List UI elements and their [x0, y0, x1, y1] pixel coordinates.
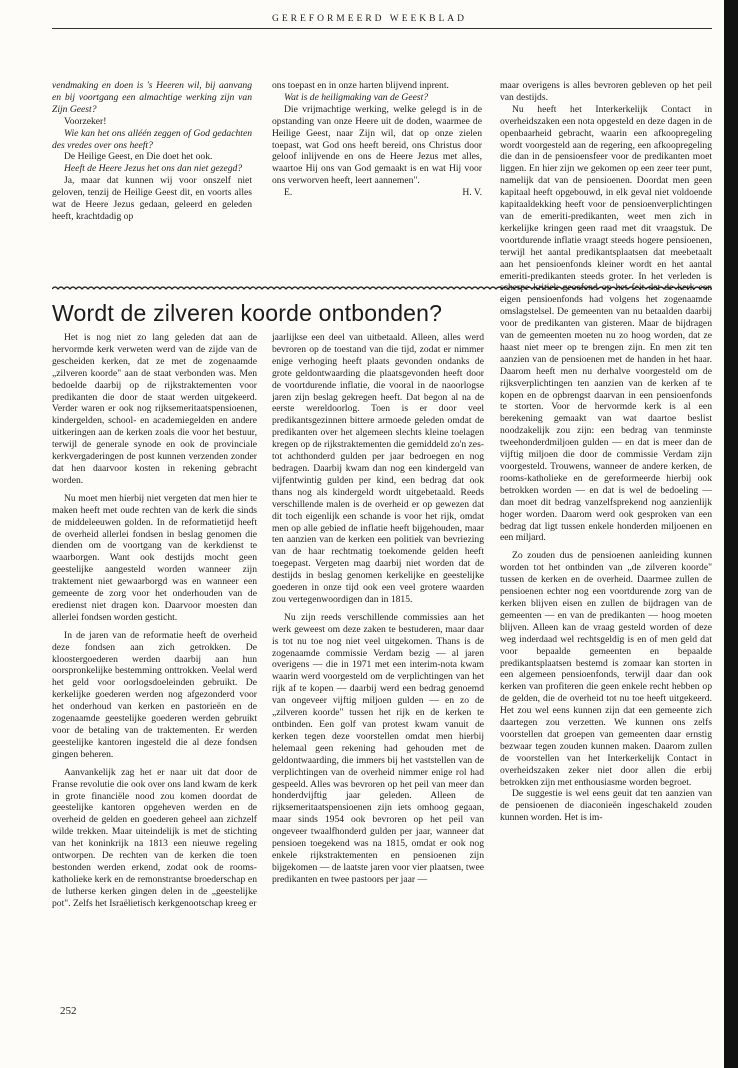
paragraph: vendmaking en doen is 's Heeren wil, bij aanvang en bij voortgang een almachtige werking zijn van Zijn Geest? [52, 80, 252, 115]
paragraph: Nu moet men hierbij niet vergeten dat men hier te maken heeft met oude rechten van de kerk die sinds de middeleeuwen golden. In de reformatietijd heeft de overheid allerlei fondsen in beslag genomen die dienden om de voortgang van de kerkdienst te waarborgen. Want ook destijds mocht geen geestelijke aangesteld worden wanneer zijn traktement niet gewaarborgd was en wanneer een gemeente de zorg voor het onderhouden van de eredienst niet dragen kon. Daarvoor moesten dan allerlei fondsen worden gesticht. [52, 492, 257, 623]
paragraph: De suggestie is wel eens geuit dat ten aanzien van de pensioenen de diaconieën ingeschakeld zouden kunnen worden. Het is im- [500, 788, 712, 824]
paragraph: Nu zijn reeds verschillende commissies aan het werk geweest om deze zaken te bestuderen, maar daar is tot nu toe nog niet veel uitgekomen. Thans is de zogenaamde commissie Verdam bezig — al jaren overigens — die in 1971 met een interim-nota kwam waarin werd voorgesteld om de verplichtingen van het rijk af te kopen — daarbij werd een bedrag genoemd van ongeveer vijftig miljoen gulden — en zo de „zilveren koorde" tussen het rijk en de kerken te ontbinden. Een golf van protest kwam vanuit de kerken tegen deze voorstellen omdat men hierbij helemaal geen rekening had gehouden met de geldontwaarding, die immers bij het vaststellen van de verplichtingen van de overheid nimmer enige rol had gespeeld. Alles was bevroren op het peil van meer dan honderdvijftig jaar geleden. Alleen de rijksemeritaatspensioenen zijn iets omhoog gegaan, maar sinds 1954 ook bevroren op het peil van ongeveer twaalfhonderd gulden per jaar, wanneer dat pensioen toegekend was na 1815, omdat er ook nog enkele rijkstraktementen en pensioenen zijn bijgekomen — de laatste jaren voor vier plaatsen, twee predikanten en twee pastoors per jaar — [272, 611, 484, 885]
article-column-2 [272, 332, 484, 886]
paragraph: jaarlijkse een deel van uitbetaald. Alleen, alles werd bevroren op de toestand van die tijd, zodat er nimmer enige verhoging heeft plaats gevonden ondanks de grote geldontwaarding die plaatsgevonden heeft door de voortdurende inflatie, die vooral in de naoorlogse jaren zijn beslag gekregen heeft. Dat begon al na de eerste wereldoorlog. Toen is er door veel predikantsgezinnen bittere armoede geleden omdat de predikanten over het algemeen slechts kleine toelagen kregen op de rijkstraktementen die gemiddeld zo'n zes- tot achthonderd gulden per jaar bedroegen en nog bedragen. Daarbij kwam dan nog een kindergeld van vijfentwintig gulden per kind, een bedrag dat ook thans nog als kindergeld wordt uitgebetaald. Reeds verschillende malen is de overheid er op gewezen dat dit toch eigenlijk een schande is voor het rijk, omdat men op alle gebied de inflatie heeft bijgehouden, maar ten aanzien van de kerken een politiek van bevriezing van de haar rechtmatig toekomende gelden heeft toegepast. Vergeten mag daarbij niet worden dat de destijds in beslag genomen kerkelijke en geestelijke goederen in onze tijd ook een veel grotere waarden zou vertegenwoordigen dan in 1815. [272, 332, 484, 605]
paragraph: Voorzeker! [64, 115, 107, 127]
article-column-1 [52, 332, 257, 910]
header-rule [52, 28, 712, 29]
paragraph: In de jaren van de reformatie heeft de overheid deze fondsen aan zich getrokken. De kloostergoederen werden daarbij aan hun oorspronkelijke bestemming onttrokken. Veelal werd het geld voor oorlogsdoeleinden gebruikt. De kerkelijke goederen werden nog afgezonderd voor het onderhoud van kerken en pastorieën en de zogenaamde geestelijke goederen werden gebruikt voor de betaling van de traktementen. Er werden geestelijke kantoren ingesteld die al deze fondsen gingen beheren. [52, 629, 257, 760]
paragraph: Aanvankelijk zag het er naar uit dat door de Franse revolutie die ook over ons land kwam de kerk in grote financiële nood zou komen doordat de geestelijke kantoren opgeheven werden en de overheid de gelden en goederen geheel aan zichzelf wilde trekken. Maar uiteindelijk is met de stichting van het koninkrijk na 1813 een nieuwe regeling ontworpen. De rechten van de kerken die toen bestonden werden erkend, zodat ook de rooms-katholieke kerk en de remonstrantse broederschap en de lutherse kerken gingen delen in de „geestelijke pot". Zelfs het Israëlietisch kerkgenootschap kreeg er [52, 766, 257, 909]
page-number: 252 [60, 1005, 77, 1017]
scan-edge-shadow [724, 0, 738, 1068]
top-column-1 [52, 80, 252, 223]
paragraph: Het is nog niet zo lang geleden dat aan de hervormde kerk verweten werd van de zijde van de gescheiden kerken, dat ze met de zogenaamde „zilveren koorde" aan de staat verbonden was. Men bedoelde daarbij op de rijkstraktementen voor predikanten die door de staat werden uitgekeerd. Verder waren er ook nog rijksemeritaatspensioenen, kindergelden, school- en academiegelden en andere uitkeringen aan de kerken zoals die voor het bestuur, terwijl de generale synode en ook de provinciale kerkvergaderingen de post kunnen verzenden zonder dat hen daarvoor kosten in rekening gebracht worden. [52, 332, 257, 486]
running-header: GEREFORMEERD WEEKBLAD [272, 14, 468, 24]
signature-right: H. V. [462, 187, 482, 199]
article-column-3 [500, 80, 712, 824]
paragraph: Nu heeft het Interkerkelijk Contact in overheidszaken een nota opgesteld en deze dagen in de openbaarheid gebracht, waarin een afkoopregeling wordt voorgesteld aan de regering, een afkoopregeling die dan in de pensioensfeer voor de predikanten moet liggen. En hier zijn we gekomen op een zeer teer punt, namelijk dat van de pensioenen. Doordat men geen kapitaal heeft opgebouwd, in elk geval niet voldoende kapitaaldekking heeft voor de pensioenverplichtingen van de emeriti-predikanten, weet men zich in kerkelijke kringen geen raad met dit vraagstuk. De voortdurende inflatie vraagt steeds hogere pensioenen, terwijl het aantal predikantsplaatsen dat meebetaalt aan het pensioenfonds kleiner wordt en het aantal emeriti-predikanten steeds groter. In het verleden is scherpe kritiek geoefend op het feit dat de kerk een eigen pensioenfonds had volgens het zogenaamde omslagstelsel. De gemeenten van nu betaalden daarbij voor de predikanten van gisteren. Maar de bijdragen van de gemeenten moeten nu zo hoog worden, dat ze haast niet meer op te brengen zijn. En men zit ten aanzien van de pensioenen met de handen in het haar. Daarom heeft men nu derhalve voorgesteld om de rijksverplichtingen ten aanzien van de kerken af te kopen en de opbrengst daarvan in een pensioenfonds te storten. Voor de hervormde kerk is al een berekening gemaakt van wat daartoe beslist noodzakelijk zou zijn: een bedrag van tenminste tweehonderdmiljoen gulden — en dat is meer dan de vijftig miljoen die door de commissie Verdam zijn voorgesteld. Trouwens, wanneer de andere kerken, de rooms-katholieke en de gereformeerde hierbij ook betrokken worden — en dat is wel de bedoeling — dan moet dit bedrag vanzelfsprekend nog aanzienlijk hoger worden. Daarom werd ook gesproken van een bedrag dat ligt tussen enkele honderden miljoenen en een miljard. [500, 103, 712, 544]
paragraph: Wat is de heiligmaking van de Geest? [284, 91, 429, 103]
top-column-2 [272, 80, 482, 199]
signature-line [272, 187, 482, 199]
article-title: Wordt de zilveren koorde ontbonden? [52, 300, 443, 326]
paragraph: maar overigens is alles bevroren gebleven op het peil van destijds. [500, 80, 712, 103]
paragraph: Die vrijmachtige werking, welke gelegd is in de opstanding van onze Heere uit de doden, waarmee de Heilige Geest, naar Zijn wil, dat op onze zielen toepast, wat God ons heeft bereid, ons Christus door geloof inlijvende en ons de Heere Jezus met alles, waartoe Hij ons van God gemaakt is en wat Hij voor ons verworven heeft, leert aannemen". [272, 103, 482, 187]
paragraph: ons toepast en in onze harten blijvend inprent. [272, 80, 449, 91]
paragraph: Heeft de Heere Jezus het ons dan niet gezegd? [64, 163, 243, 175]
paragraph: Zo zouden dus de pensioenen aanleiding kunnen worden tot het ontbinden van „de zilveren koorde" tussen de kerken en de overheid. Daarmee zullen de pensioenen echter nog een voortdurende zorg van de kerken blijven eisen en zullen de bijdragen van de gemeenten — en van de predikanten — hoog moeten blijven. Alleen kan de vraag gesteld worden of deze weg inderdaad wel rechtsgeldig is en of men geld dat voor bepaalde gemeenten en bepaalde predikantsplaatsen bestemd is zomaar kan storten in een algemeen pensioenfonds, terwijl daar dan ook kerken van profiteren die geen enkele recht hebben op de gelden, die de overheid tot nu toe heeft uitgekeerd. Het zou wel eens kunnen zijn dat een gemeente zich daartegen zou verzetten. We kunnen ons zelfs voorstellen dat groepen van gemeenten daar ernstig bezwaar tegen zouden kunnen maken. Daarom zullen de voorstellen van het Interkerkelijk Contact in overheidszaken zeker niet door allen die erbij betrokken zijn met enthousiasme worden begroet. [500, 550, 712, 788]
paragraph: Ja, maar dat kunnen wij voor onszelf niet geloven, tenzij de Heilige Geest dit, en voorts alles wat de Heere Jezus gedaan, geleerd en geleden heeft, krachtdadig op [52, 175, 252, 222]
paragraph: Wie kan het ons alléén zeggen of God gedachten des vredes over ons heeft? [52, 127, 252, 151]
signature-left: E. [284, 187, 293, 199]
paragraph: De Heilige Geest, en Die doet het ook. [64, 151, 213, 163]
